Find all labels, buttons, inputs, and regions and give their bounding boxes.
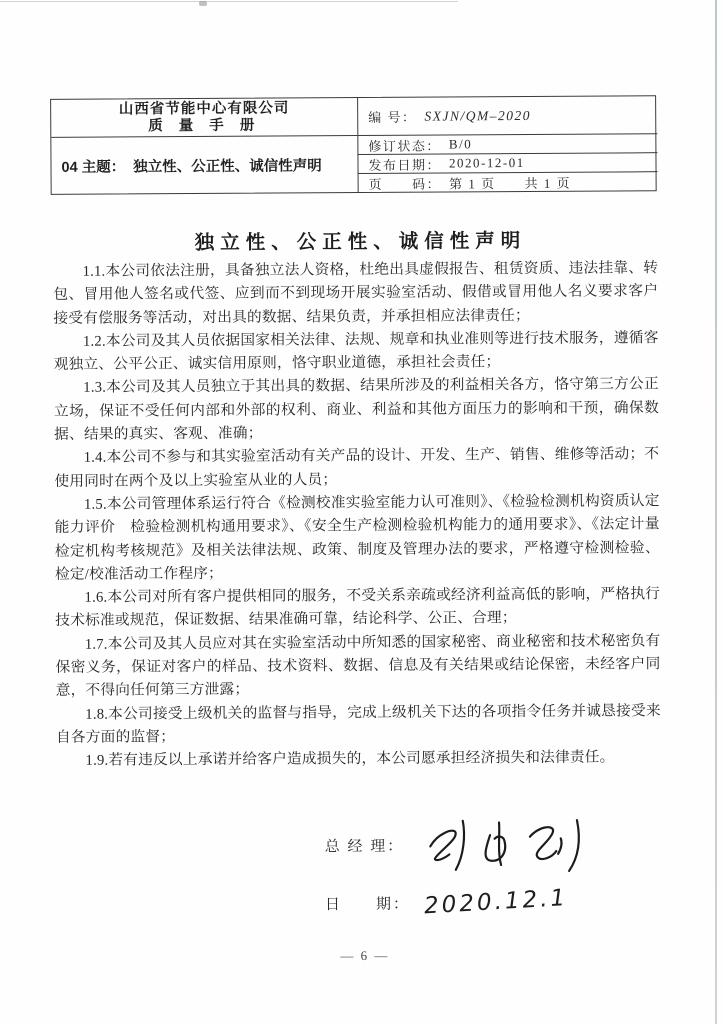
declaration-body	[53, 257, 661, 773]
paragraph: 1.6.本公司对所有客户提供相同的服务，不受关系亲疏或经济利益高低的影响，严格执行技术标准或规范，保证数据、结果准确可靠，结论科学、公正、合理；	[55, 586, 661, 630]
paragraph: 1.9.若有违反以上承诺并给客户造成损失的，本公司愿承担经济损失和法律责任。	[85, 749, 615, 769]
general-manager-label: 总 经 理：	[324, 838, 405, 855]
page-title: 独立性、公正性、诚信性声明	[194, 229, 527, 255]
paragraph: 1.3.本公司及其人员独立于其出具的数据、结果所涉及的利益相关各方，恪守第三方公正立场，保证不受任何内部和外部的权利、商业、利益和其他方面压力的影响和干预，确保数据、结果的真实、客观、准确；	[53, 376, 660, 443]
page-code-value: 第 1 页 共 1 页	[449, 175, 572, 191]
paragraph: 1.8.本公司接受上级机关的监督与指导，完成上级机关下达的各项指令任务并诚恳接受来自各方面的监督；	[55, 702, 661, 746]
paragraph: 1.1.本公司依法注册，具备独立法人资格，杜绝出具虚假报告、租赁资质、违法挂靠、转包、冒用他人签名或代签、应到而不到现场开展实验室活动、假借或冒用他人名义要求客户接受有偿服务等活动，对出具的数据、结果负责，并承担相应法律责任；	[53, 260, 659, 327]
signature-date-label: 日 期：	[324, 896, 411, 913]
paragraph: 1.2.本公司及其人员依据国家相关法律、法规、规章和执业准则等进行技术服务，遵循客观独立、公平公正、诚实信用原则，恪守职业道德，承担社会责任；	[53, 330, 659, 374]
page-code-label: 页 码：	[368, 176, 442, 192]
signature-date-handwritten: 2020.12.1	[423, 885, 569, 920]
issue-date-value: 2020-12-01	[448, 154, 525, 171]
doc-number-cell	[357, 96, 657, 135]
revision-status-cell	[357, 133, 657, 154]
document-header-table	[50, 95, 657, 195]
revision-status-value: B/0	[448, 136, 473, 152]
doc-number-value: SXJN/QM–2020	[424, 107, 532, 124]
issue-date-cell	[357, 152, 657, 173]
topic-cell	[51, 135, 357, 194]
footer-page-number: — 6 —	[340, 947, 390, 964]
issue-date-label: 发布日期：	[368, 157, 442, 173]
company-name-cell	[51, 98, 357, 137]
topic-label: 04 主题：	[61, 158, 126, 176]
paragraph: 1.7.本公司及其人员应对其在实验室活动中所知悉的国家秘密、商业秘密和技术秘密负有保密义务，保证对客户的样品、技术资料、数据、信息及有关结果或结论保密，未经客户同意，不得向任何第三方泄露；	[55, 632, 661, 700]
page-code-cell	[358, 171, 658, 192]
doc-number-label: 编 号：	[368, 109, 417, 125]
general-manager-handwritten-signature	[418, 815, 608, 874]
paragraph: 1.5.本公司管理体系运行符合《检测校准实验室能力认可准则》、《检验检测机构资质认定能力评价 检验检测机构通用要求》、《安全生产检测检验机构能力的通用要求》、《法定计量检定机构考核规范》及相关法律法规、政策、制度及管理办法的要求，严格遵守检测检验、检定/校准活动工作程序；	[54, 493, 660, 583]
topic-value: 独立性、公正性、诚信性声明	[133, 157, 322, 175]
signature-date-row	[325, 872, 655, 932]
quality-manual-label: 质 量 手 册	[148, 117, 261, 134]
company-name: 山西省节能中心有限公司	[118, 99, 290, 117]
signature-block	[324, 814, 655, 932]
general-manager-signature-row	[324, 814, 654, 874]
paragraph: 1.4.本公司不参与和其实验室活动有关产品的设计、开发、生产、销售、维修等活动；不使用同时在两个及以上实验室从业的人员；	[54, 446, 660, 490]
revision-status-label: 修订状态：	[368, 138, 441, 154]
